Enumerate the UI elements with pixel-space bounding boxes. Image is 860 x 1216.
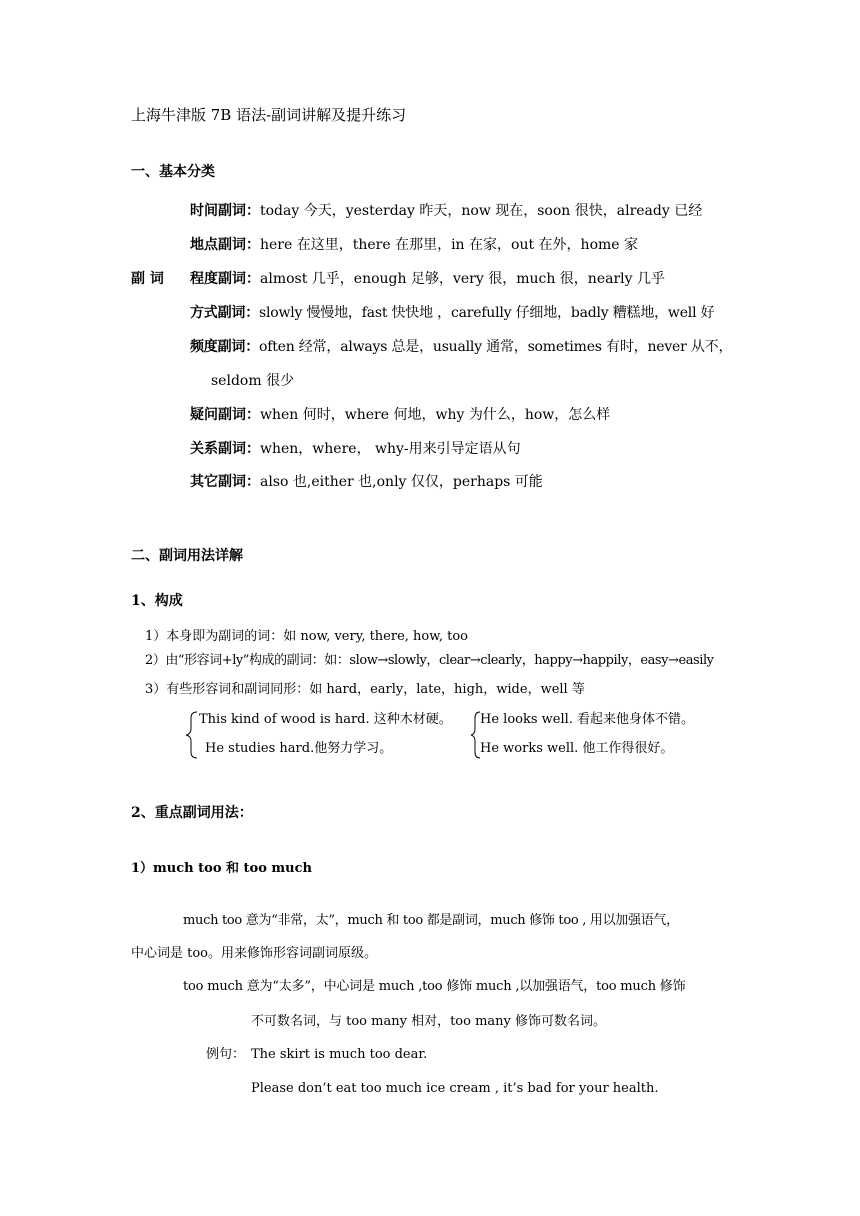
example-pair-right: He looks well. 看起来他身体不错。	[480, 712, 695, 727]
paragraph-line: 不可数名词，与 too many 相对，too many 修饰可数名词。	[251, 1014, 607, 1029]
subheading-formation: 1、构成	[131, 593, 183, 609]
section-heading-basic-categories: 一、基本分类	[131, 164, 215, 180]
example-sentence: Please don’t eat too much ice cream , it’s bad for your health.	[251, 1081, 659, 1096]
item-heading-much-too: 1）much too 和 too much	[131, 861, 312, 876]
category-label: 地点副词：	[190, 237, 260, 253]
category-text: almost 几乎，enough 足够，very 很，much 很，nearly 几乎	[260, 271, 665, 287]
category-text: also 也,either 也,only 仅仅，perhaps 可能	[260, 474, 543, 490]
category-text: often 经常，always 总是，usually 通常，sometimes 有时，never 从不，	[259, 339, 733, 355]
example-pair-right: He works well. 他工作得很好。	[480, 741, 674, 756]
category-label: 频度副词：	[190, 339, 259, 355]
category-row	[190, 406, 610, 424]
section-heading-usage: 二、副词用法详解	[131, 548, 243, 564]
paragraph-line: much too 意为“非常，太”，much 和 too 都是副词，much 修饰 too , 用以加强语气，	[183, 913, 679, 928]
category-text: here 在这里，there 在那里，in 在家，out 在外，home 家	[260, 237, 639, 253]
category-text: when 何时，where 何地，why 为什么，how，怎么样	[260, 407, 611, 423]
category-row	[190, 473, 543, 491]
category-text: slowly 慢慢地，fast 快快地 ，carefully 仔细地，badly 糟糕地，well 好	[259, 305, 715, 321]
page-title: 上海牛津版 7B 语法-副词讲解及提升练习	[131, 106, 407, 124]
category-text: seldom 很少	[211, 373, 295, 389]
category-row	[190, 202, 702, 220]
example-sentence: The skirt is much too dear.	[251, 1047, 428, 1062]
category-row	[190, 236, 638, 254]
example-pair-left: He studies hard.他努力学习。	[205, 741, 393, 756]
formation-line: 2）由“形容词+ly”构成的副词：如：slow→slowly，clear→clearly，happy→happily，easy→easily	[145, 653, 714, 668]
category-label: 时间副词：	[190, 203, 260, 219]
category-row	[190, 338, 732, 356]
category-row-continuation	[211, 372, 294, 390]
category-label: 其它副词：	[190, 474, 260, 490]
category-label: 程度副词：	[190, 271, 260, 287]
category-label: 方式副词：	[190, 305, 259, 321]
category-text: when，where， why-用来引导定语从句	[260, 441, 521, 457]
paragraph-line: too much 意为“太多”，中心词是 much ,too 修饰 much ,以加强语气，too much 修饰	[183, 979, 686, 994]
formation-line: 1）本身即为副词的词：如 now, very, there, how, too	[145, 629, 468, 644]
example-label: 例句：	[206, 1047, 246, 1062]
category-row	[190, 270, 665, 288]
category-row	[190, 440, 521, 458]
formation-line: 3）有些形容词和副词同形：如 hard，early，late，high，wide，well 等	[145, 682, 585, 697]
category-text: today 今天，yesterday 昨天，now 现在，soon 很快，already 已经	[260, 203, 703, 219]
category-label: 疑问副词：	[190, 407, 260, 423]
paragraph-line: 中心词是 too。用来修饰形容词副词原级。	[131, 946, 378, 961]
left-brace-icon	[183, 710, 199, 760]
subheading-key-usage: 2、重点副词用法：	[131, 805, 253, 821]
category-label: 关系副词：	[190, 441, 260, 457]
side-label-adverb: 副 词	[131, 271, 164, 287]
category-row	[190, 304, 714, 322]
example-pair-left: This kind of wood is hard. 这种木材硬。	[199, 712, 452, 727]
